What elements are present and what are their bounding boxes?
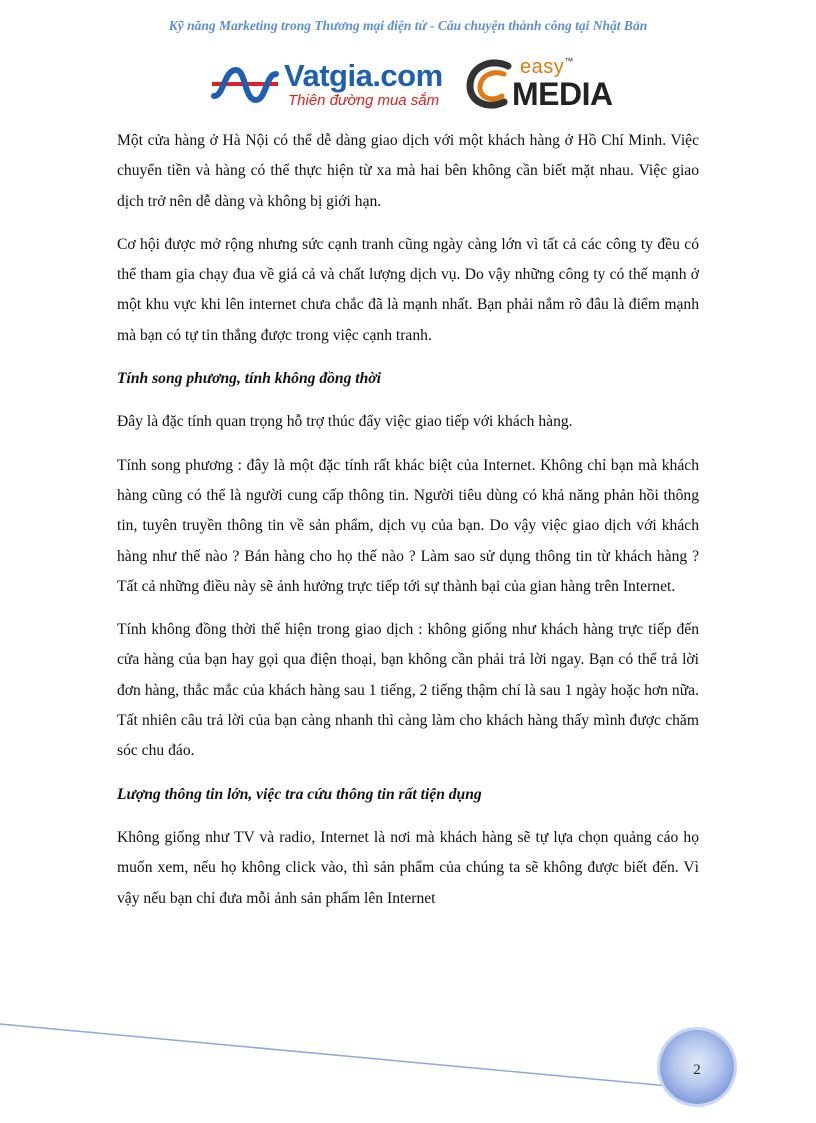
easymedia-bottom-word: MEDIA (512, 76, 613, 112)
paragraph: Cơ hội được mở rộng nhưng sức cạnh tranh cũng ngày càng lớn vì tất cả các công ty đều có thể tham gia chạy đua về giá cả và chất lượng dịch vụ. Do vậy những công ty có thế mạnh ở một khu vực khi lên internet chưa chắc đã là mạnh nhất. Bạn phải nắm rõ đâu là điểm mạnh mà bạn có tự tin thắng được trong việc cạnh tranh. (117, 235, 699, 344)
paragraph: Một cửa hàng ở Hà Nội có thể dễ dàng giao dịch với một khách hàng ở Hồ Chí Minh. Việc chuyển tiền và hàng có thể thực hiện từ xa mà hai bên không cần biết mặt nhau. Việc giao dịch trở nên dễ dàng và không bị giới hạn. (117, 132, 699, 210)
document-body (117, 126, 699, 927)
paragraph: Tính không đồng thời thể hiện trong giao dịch : không giống như khách hàng trực tiếp đến cửa hàng của bạn hay gọi qua điện thoại, bạn không cần phải trả lời ngay. Bạn có thể trả lời đơn hàng, thắc mắc của khách hàng sau 1 tiếng, 2 tiếng thậm chí là sau 1 ngày hoặc hơn nữa. Tất nhiên câu trả lời của bạn càng nhanh thì càng làm cho khách hàng thấy mình được chăm sóc chu đáo. (117, 621, 699, 760)
section-heading: Lượng thông tin lớn, việc tra cứu thông tin rất tiện dụng (117, 785, 482, 803)
vatgia-tagline: Thiên đường mua sắm (288, 92, 440, 109)
page-number: 2 (693, 1062, 701, 1078)
logo-bar (206, 54, 626, 116)
easymedia-logo (464, 54, 624, 116)
section-heading: Tính song phương, tính không đồng thời (117, 370, 381, 388)
vatgia-wordmark: Vatgia.com (284, 58, 443, 93)
running-header: Kỹ năng Marketing trong Thương mại điện tử - Câu chuyện thành công tại Nhật Bản (168, 18, 648, 33)
page-number-badge (660, 1030, 734, 1104)
paragraph: Tính song phương : đây là một đặc tính rất khác biệt của Internet. Không chỉ bạn mà khách hàng cũng có thể là người cung cấp thông tin. Người tiêu dùng có khả năng phản hồi thông tin, tuyên truyền thông tin về sản phẩm, dịch vụ của bạn. Do vậy việc giao dịch với khách hàng như thế nào ? Bán hàng cho họ thế nào ? Làm sao sử dụng thông tin từ khách hàng ? Tất cả những điều này sẽ ảnh hưởng trực tiếp tới sự thành bại của gian hàng trên Internet. (117, 456, 699, 595)
easymedia-tm: ™ (564, 56, 574, 66)
easymedia-easy: easy (520, 56, 565, 78)
paragraph: Không giống như TV và radio, Internet là nơi mà khách hàng sẽ tự lựa chọn quảng cáo họ muốn xem, nếu họ không click vào, thì sản phẩm của chúng ta sẽ không được biết đến. Vì vậy nếu bạn chỉ đưa mỗi ảnh sản phẩm lên Internet (117, 828, 699, 907)
vatgia-wave-icon (210, 62, 280, 108)
paragraph: Đây là đặc tính quan trọng hỗ trợ thúc đẩy việc giao tiếp với khách hàng. (117, 413, 573, 431)
vatgia-logo (206, 54, 456, 116)
